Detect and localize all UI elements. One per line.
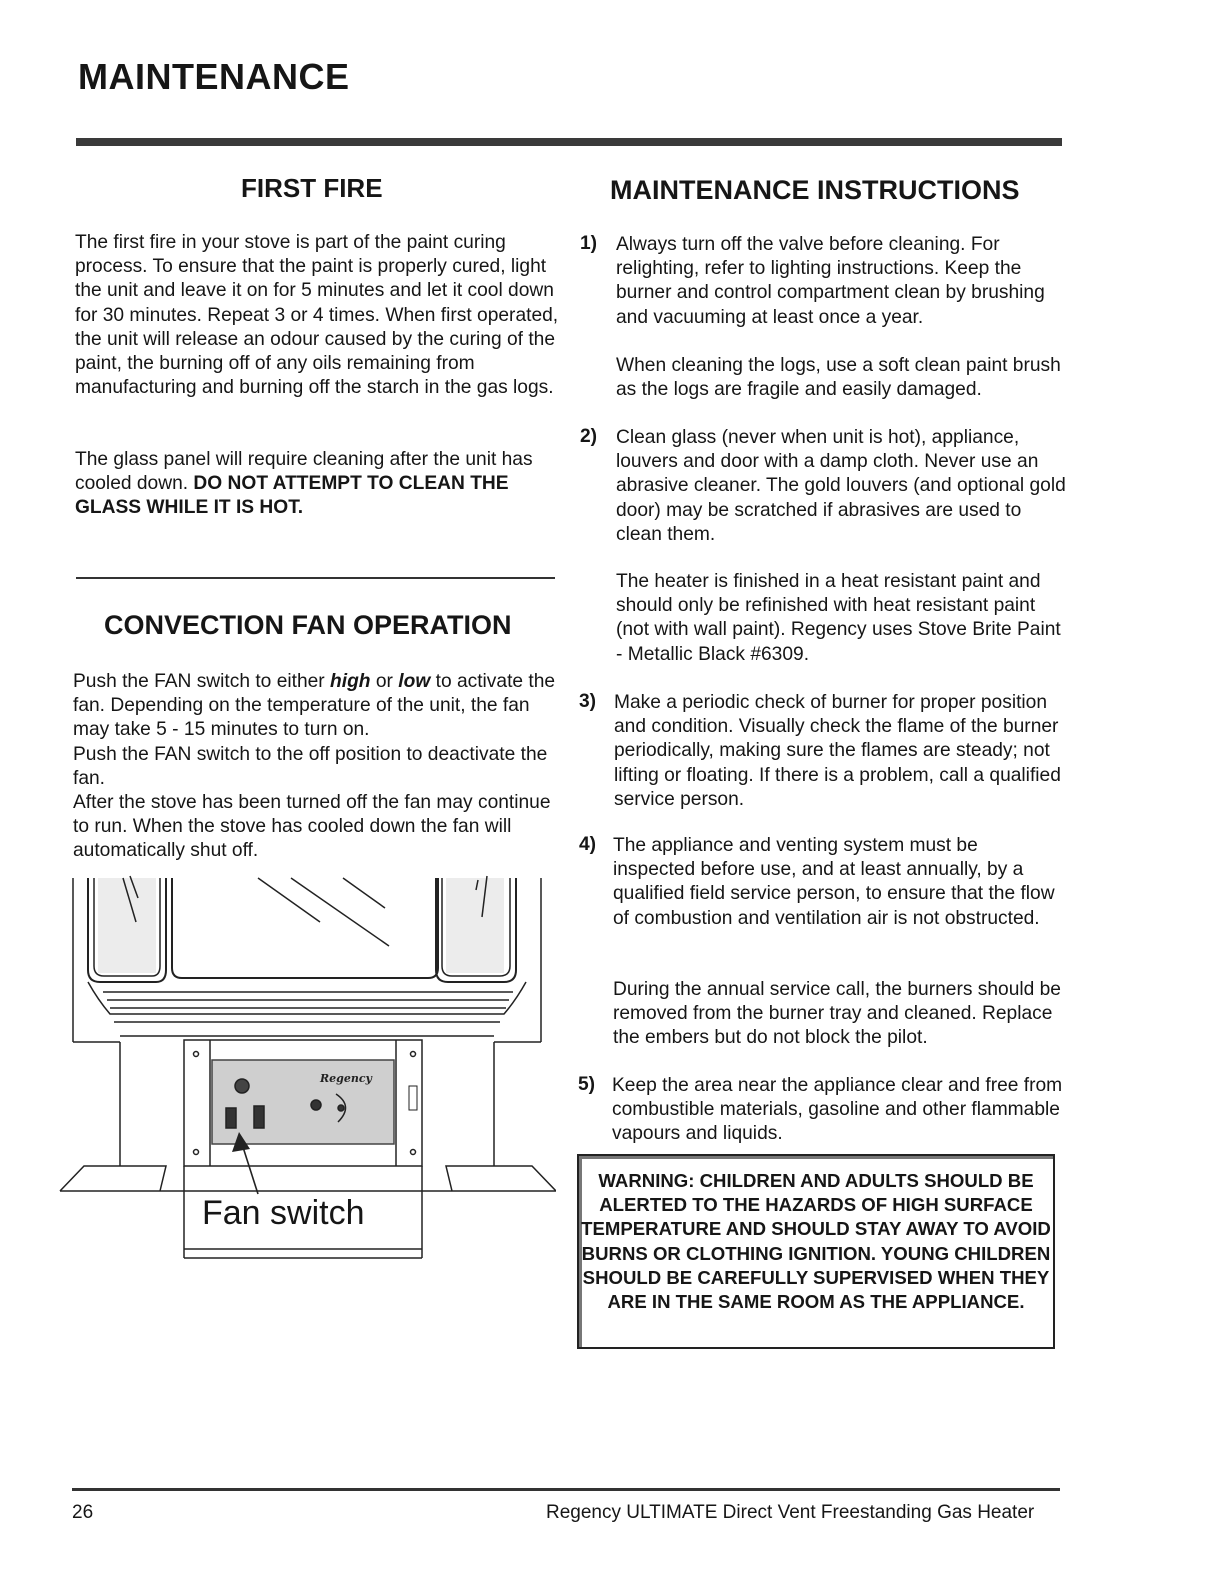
item-4-text: The appliance and venting system must be inspected before use, and at least annually, by a qualified field service person, to ensure that the flow of combustion and ventilation air is not obstructed. — [613, 835, 1055, 929]
convection-text-b: to activate the fan. Depending on the temperature of the unit, the fan may take 5 - 15 minutes to turn on. — [73, 671, 556, 741]
item-5-number: 5) — [578, 1074, 596, 1095]
item-4-number: 4) — [579, 834, 597, 855]
high-setting: high — [330, 671, 371, 692]
item-2-text: Clean glass (never when unit is hot), appliance, louvers and door with a damp cloth. Never use an abrasive cleaner. The gold louvers (and optional gold door) may be scratched if abrasives are used to clean them. — [616, 427, 1066, 545]
convection-line-1 — [73, 670, 565, 743]
item-2-text-2: The heater is finished in a heat resistant paint and should only be refinished with heat resistant paint (not with wall paint). Regency uses Stove Brite Paint - Metallic Black #6309. — [616, 571, 1061, 665]
maintenance-instructions-heading: MAINTENANCE INSTRUCTIONS — [610, 175, 1020, 205]
first-fire-paragraph: The first fire in your stove is part of the paint curing process. To ensure that the paint is properly cured, light the unit and leave it on for 5 minutes and let it cool down for 30 minutes. Repeat 3 or 4 times. When first operated, the unit will release an odour caused by the curing of the paint, the burning off of any oils remaining from manufacturing and burning off the starch in the gas logs. — [75, 232, 559, 399]
glass-cleaning-text: The glass panel will require cleaning after the unit has cooled down. — [75, 449, 533, 495]
convection-text-a: Push the FAN switch to either — [73, 671, 325, 692]
convection-paragraph — [73, 670, 565, 864]
item-3-number: 3) — [579, 691, 597, 712]
item-3-text: Make a periodic check of burner for proper position and condition. Visually check the flame of the burner periodically, making sure the flames are steady; not lifting or floating. If there is a problem, call a qualified service person. — [614, 692, 1061, 810]
section-divider — [76, 577, 555, 579]
warning-box: WARNING: CHILDREN AND ADULTS SHOULD BE ALERTED TO THE HAZARDS OF HIGH SURFACE TEMPERATURE AND SHOULD STAY AWAY TO AVOID BURNS OR CLOTHING IGNITION. YOUNG CHILDREN SHOULD BE CAREFULLY SUPERVISED WHEN THEY ARE IN THE SAME ROOM AS THE APPLIANCE. — [577, 1154, 1055, 1349]
first-fire-heading: FIRST FIRE — [241, 173, 383, 203]
page-title: MAINTENANCE — [78, 56, 350, 97]
glass-cleaning-paragraph — [75, 448, 567, 521]
convection-line-2: Push the FAN switch to the off position to deactivate the fan. — [73, 743, 548, 789]
fan-switch-label: Fan switch — [202, 1194, 365, 1232]
item-2-number: 2) — [580, 426, 598, 447]
item-5-text: Keep the area near the appliance clear and free from combustible materials, gasoline and other flammable vapours and liquids. — [612, 1075, 1063, 1145]
glass-cleaning-warning: DO NOT ATTEMPT TO CLEAN THE GLASS WHILE IT IS HOT. — [75, 473, 509, 519]
item-1-number: 1) — [580, 233, 598, 254]
or-text: or — [375, 671, 393, 692]
low-setting: low — [398, 671, 431, 692]
item-4-text-2: During the annual service call, the burners should be removed from the burner tray and cleaned. Replace the embers but do not block the pilot. — [613, 979, 1061, 1049]
page-number: 26 — [72, 1502, 94, 1523]
footer-divider — [72, 1488, 1060, 1491]
figure-brand: Regency — [320, 1072, 372, 1085]
convection-line-3: After the stove has been turned off the fan may continue to run. When the stove has cooled down the fan will automatically shut off. — [73, 792, 551, 862]
item-1-text: Always turn off the valve before cleaning. For relighting, refer to lighting instructions. Keep the burner and control compartment clean by brushing and vacuuming at least once a year. — [616, 234, 1045, 328]
convection-heading: CONVECTION FAN OPERATION — [104, 610, 512, 640]
item-1-text-2: When cleaning the logs, use a soft clean paint brush as the logs are fragile and easily damaged. — [616, 355, 1061, 401]
top-divider — [76, 138, 1062, 146]
footer-title: Regency ULTIMATE Direct Vent Freestanding Gas Heater — [546, 1502, 1035, 1523]
